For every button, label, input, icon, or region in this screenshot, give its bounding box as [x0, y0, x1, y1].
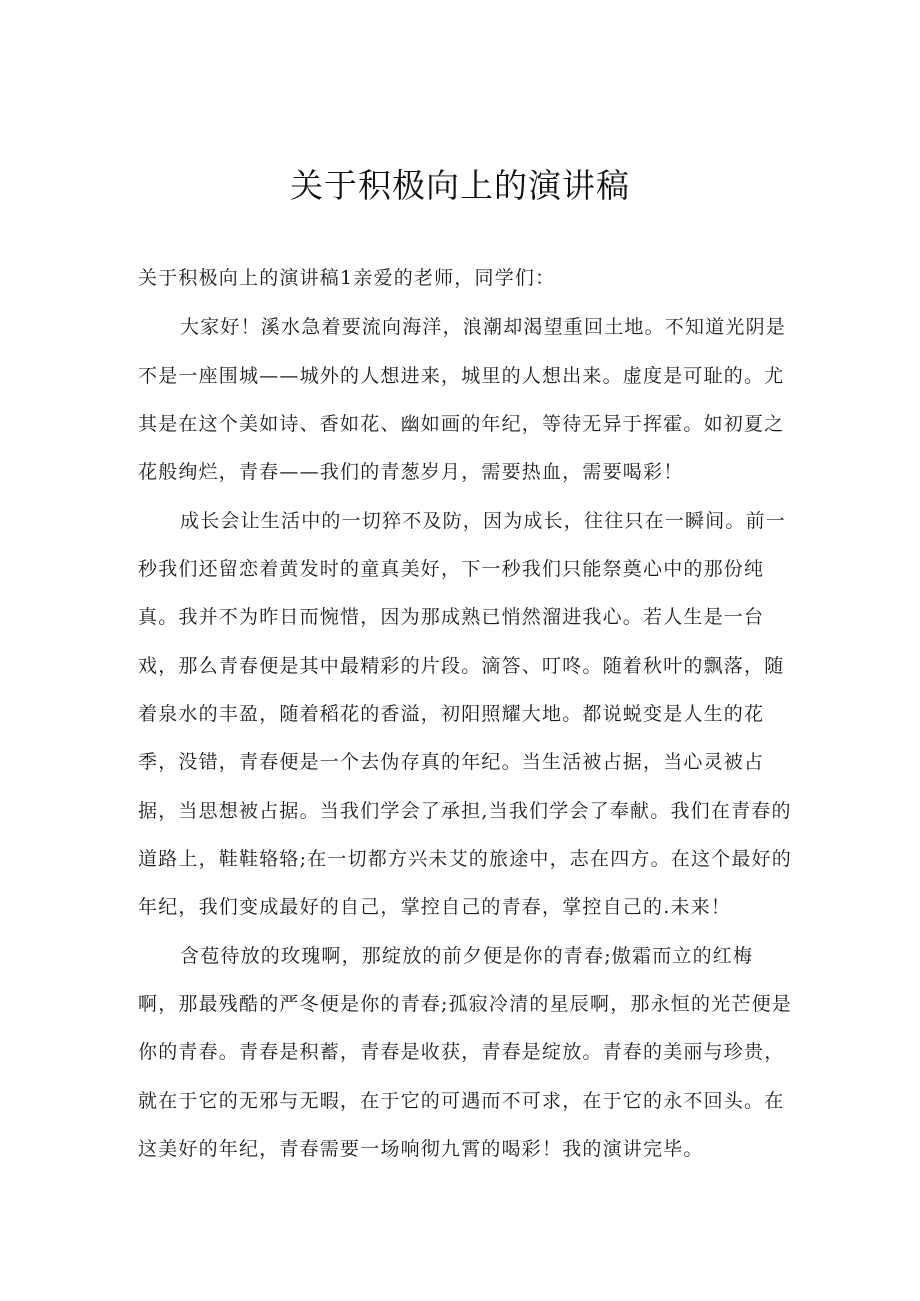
document-title: 关于积极向上的演讲稿 [290, 166, 630, 205]
text-line: 据，当思想被占据。当我们学会了承担,当我们学会了奉献。我们在青春的 [138, 800, 792, 822]
text-line: 秒我们还留恋着黄发时的童真美好，下一秒我们只能祭奠心中的那份纯 [138, 558, 765, 580]
text-line: 花般绚烂，青春——我们的青葱岁月，需要热血，需要喝彩！ [138, 461, 684, 483]
text-line: 这美好的年纪，青春需要一场响彻九霄的喝彩！我的演讲完毕。 [138, 1138, 704, 1160]
text-line: 其是在这个美如诗、香如花、幽如画的年纪，等待无异于挥霍。如初夏之 [138, 413, 785, 435]
text-line: 含苞待放的玫瑰啊，那绽放的前夕便是你的青春;傲霜而立的红梅 [180, 945, 754, 967]
text-line: 着泉水的丰盈，随着稻花的香溢，初阳照耀大地。都说蜕变是人生的花 [138, 703, 765, 725]
text-line: 真。我并不为昨日而惋惜，因为那成熟已悄然溜进我心。若人生是一台 [138, 606, 765, 628]
text-line: 戏，那么青春便是其中最精彩的片段。滴答、叮咚。随着秋叶的飘落，随 [138, 655, 785, 677]
text-line: 就在于它的无邪与无暇，在于它的可遇而不可求，在于它的永不回头。在 [138, 1090, 785, 1112]
text-line: 季，没错，青春便是一个去伪存真的年纪。当生活被占据，当心灵被占 [138, 751, 765, 773]
text-line: 成长会让生活中的一切猝不及防，因为成长，往往只在一瞬间。前一 [180, 510, 787, 532]
text-line: 年纪，我们变成最好的自己，掌控自己的青春，掌控自己的.未来！ [138, 896, 732, 918]
text-line: 你的青春。青春是积蓄，青春是收获，青春是绽放。青春的美丽与珍贵， [138, 1041, 785, 1063]
text-line: 啊，那最残酷的严冬便是你的青春;孤寂冷清的星辰啊，那永恒的光芒便是 [138, 993, 793, 1015]
text-line: 关于积极向上的演讲稿1亲爱的老师，同学们： [138, 267, 556, 289]
text-line: 不是一座围城——城外的人想进来，城里的人想出来。虚度是可耻的。尤 [138, 365, 785, 387]
text-line: 道路上，鞋鞋辂辂;在一切都方兴未艾的旅途中，志在四方。在这个最好的 [138, 848, 793, 870]
text-line: 大家好！溪水急着要流向海洋，浪潮却渴望重回土地。不知道光阴是 [180, 316, 787, 338]
